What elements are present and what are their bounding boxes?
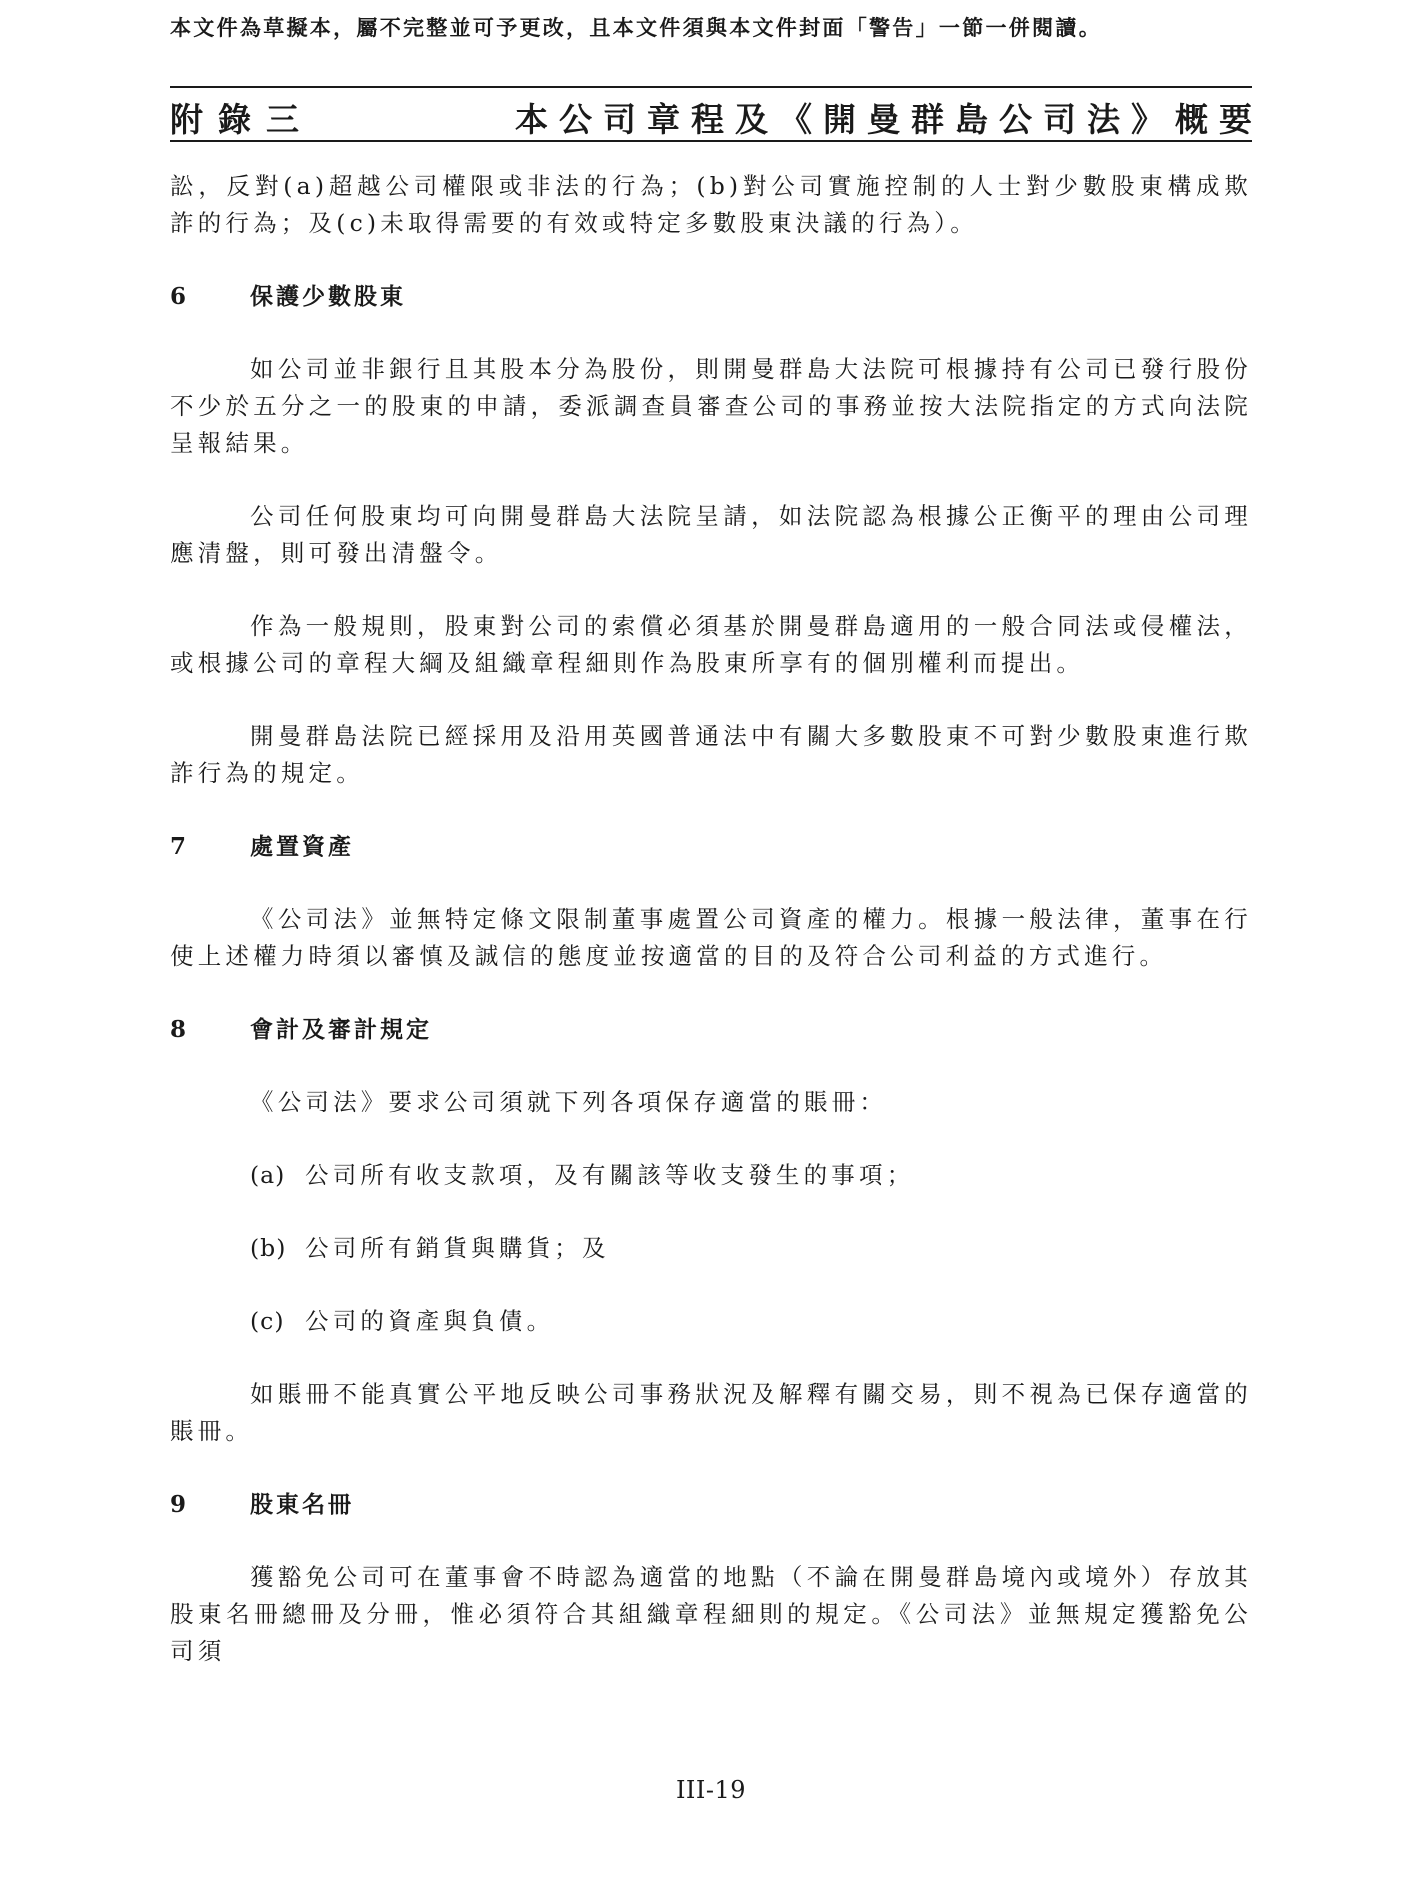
paragraph: 開曼群島法院已經採用及沿用英國普通法中有關大多數股東不可對少數股東進行欺詐行為的規定。 bbox=[170, 722, 1252, 787]
list-item bbox=[170, 1230, 1252, 1267]
section-number: 9 bbox=[170, 1491, 190, 1518]
section-heading-9 bbox=[170, 1486, 1252, 1523]
section-title: 保護少數股東 bbox=[250, 283, 406, 310]
list-marker: (c) bbox=[250, 1307, 285, 1335]
paragraph: 公司任何股東均可向開曼群島大法院呈請，如法院認為根據公正衡平的理由公司理應清盤，則可發出清盤令。 bbox=[170, 502, 1252, 567]
paragraph: 獲豁免公司可在董事會不時認為適當的地點（不論在開曼群島境內或境外）存放其股東名冊總冊及分冊，惟必須符合其組織章程細則的規定。《公司法》並無規定獲豁免公司須 bbox=[170, 1563, 1252, 1665]
document-body bbox=[170, 168, 1252, 1670]
paragraph: 如賬冊不能真實公平地反映公司事務狀況及解釋有關交易，則不視為已保存適當的賬冊。 bbox=[170, 1380, 1252, 1445]
list-item-text: 公司的資產與負債。 bbox=[305, 1307, 555, 1335]
section-title: 處置資產 bbox=[250, 833, 354, 860]
paragraph: 如公司並非銀行且其股本分為股份，則開曼群島大法院可根據持有公司已發行股份不少於五分之一的股東的申請，委派調查員審查公司的事務並按大法院指定的方式向法院呈報結果。 bbox=[170, 355, 1252, 457]
paragraph: 《公司法》要求公司須就下列各項保存適當的賬冊： bbox=[250, 1088, 888, 1116]
continued-paragraph: 訟，反對(a)超越公司權限或非法的行為；(b)對公司實施控制的人士對少數股東構成欺詐的行為；及(c)未取得需要的有效或特定多數股東決議的行為）。 bbox=[170, 172, 1252, 237]
page-header bbox=[170, 86, 1263, 142]
section-number: 8 bbox=[170, 1016, 190, 1043]
section-heading-7 bbox=[170, 828, 1252, 865]
section-heading-6 bbox=[170, 278, 1252, 315]
paragraph: 《公司法》並無特定條文限制董事處置公司資產的權力。根據一般法律，董事在行使上述權力時須以審慎及誠信的態度並按適當的目的及符合公司利益的方式進行。 bbox=[170, 905, 1252, 970]
document-page bbox=[170, 0, 1263, 1881]
section-title: 股東名冊 bbox=[250, 1491, 354, 1518]
list-marker: (b) bbox=[250, 1234, 287, 1262]
list-item-text: 公司所有銷貨與購貨；及 bbox=[305, 1234, 610, 1262]
section-heading-8 bbox=[170, 1011, 1252, 1048]
page-number: III-19 bbox=[675, 1776, 747, 1804]
section-number: 6 bbox=[170, 283, 190, 310]
draft-warning: 本文件為草擬本，屬不完整並可予更改，且本文件須與本文件封面「警告」一節一併閱讀。 bbox=[170, 15, 1102, 40]
header-title: 本公司章程及《開曼群島公司法》概要 bbox=[515, 100, 1263, 139]
list-item bbox=[170, 1303, 1252, 1340]
appendix-label: 附錄三 bbox=[170, 100, 314, 139]
list-item-text: 公司所有收支款項，及有關該等收支發生的事項； bbox=[305, 1161, 915, 1189]
list-marker: (a) bbox=[250, 1161, 286, 1189]
paragraph: 作為一般規則，股東對公司的索償必須基於開曼群島適用的一般合同法或侵權法，或根據公司的章程大綱及組織章程細則作為股東所享有的個別權利而提出。 bbox=[170, 612, 1252, 677]
section-title: 會計及審計規定 bbox=[250, 1016, 432, 1043]
list-item bbox=[170, 1157, 1252, 1194]
section-number: 7 bbox=[170, 833, 190, 860]
